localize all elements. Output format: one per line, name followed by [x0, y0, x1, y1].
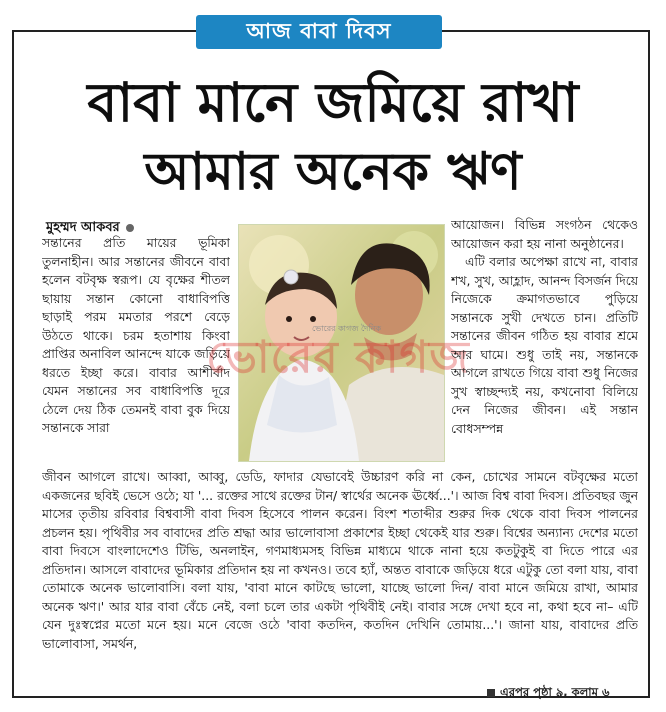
headline-line-2: আমার অনেক ঋণ — [144, 142, 522, 202]
author-name: মুহম্মদ আকবর — [46, 220, 120, 235]
photo-illustration — [239, 225, 444, 461]
paragraph: সন্তানের প্রতি মায়ের ভূমিকা তুলনাহীন। আর সন্তানের জীবনে বাবা হলেন বটবৃক্ষ স্বরূপ। যে বৃক্ষের শীতল ছায়ায় সন্তান কোনো বাধাবিপত্তি ছাড়াই পরম মমতার পরশে বেড়ে উঠতে থাকে। চরম হতাশায় কিংবা প্রাপ্তির অনাবিল আনন্দে যাকে জড়িয়ে ধরতে ইচ্ছা করে। বাবার আশীর্বাদ যেমন সন্তানের সব বাধাবিপত্তি দূরে ঠেলে দেয় ঠিক তেমনই বাবা বুক দিয়ে সন্তানকে সারা — [42, 235, 230, 435]
bullet-icon — [126, 224, 134, 232]
headline-line-1: বাবা মানে জমিয়ে রাখা — [87, 71, 579, 134]
paragraph: আয়োজন। বিভিন্ন সংগঠন থেকেও আয়োজন করা হয় নানা অনুষ্ঠানের। — [451, 217, 638, 251]
paragraph: জীবন আগলে রাখে। আব্বা, আব্বু, ডেডি, ফাদার যেভাবেই উচ্চারণ করি না কেন, চোখের সামনে বটবৃক্ষের মতো একজনের ছবিই ভেসে ওঠে; যা '... রক্তের সাথে রক্তের টান/ স্বার্থের অনেক ঊর্ধ্বে...'। আজ বিশ্ব বাবা দিবস। প্রতিবছর জুন মাসের তৃতীয় রবিবার বিশ্ববাসী বাবা দিবস হিসেবে পালন করেন। বিংশ শতাব্দীর শুরুর দিক থেকে বাবা দিবস পালনের প্রচলন হয়। পৃথিবীর সব বাবাদের প্রতি শ্রদ্ধা আর ভালোবাসা প্রকাশের ইচ্ছা থেকেই যার শুরু। বিশ্বের অন্যান্য দেশের মতো বাবা দিবসে বাংলাদেশেও টিভি, অনলাইন, গণমাধ্যমসহ বিভিন্ন মাধ্যমে থাকে নানা হয়ে কতটুকুই বা দিতে পারে এর প্রতিদান। আসলে বাবাদের ভূমিকার প্রতিদান হয় না কখনও। তবে হ্যাঁ, অন্তত বাবাকে জড়িয়ে ধরে এটুকু তো বলা যায়, বাবা তোমাকে অনেক ভালোবাসি। বলা যায়, 'বাবা মানে কাটছে ভালো, যাচ্ছে ভালো দিন/ বাবা মানে জমিয়ে রাখা, আমার অনেক ঋণ।' আর যার বাবা বেঁচে নেই, বলা চলে তার একটা পৃথিবীই নেই। বাবার সঙ্গে দেখা হবে না, কথা হবে না– এটি যেন দুঃস্বপ্নের মতো মনে হয়। মনে বেজে ওঠে 'বাবা কতদিন, কতদিন দেখিনি তোমায়...'। জানা যায়, বাবাদের প্রতি ভালোবাসা, সমর্থন, — [42, 469, 638, 651]
section-banner: আজ বাবা দিবস — [196, 15, 442, 49]
continued-text: এরপর পৃষ্ঠা ৯, কলাম ৬ — [500, 685, 610, 699]
square-bullet-icon — [487, 689, 495, 697]
continued-on-note — [487, 684, 610, 703]
watermark-small: ভোরের কাগজ দৈনিক — [312, 324, 382, 333]
article-column-3 — [451, 216, 638, 468]
article-column-1 — [42, 234, 230, 468]
paragraph: এটি বলার অপেক্ষা রাখে না, বাবার শখ, সুখ, আহ্লাদ, আনন্দ বিসর্জন দিয়ে নিজেকে ক্রমাগতভাবে পুড়িয়ে সন্তানকে সুখী দেখতে চান। প্রতিটি সন্তানের জীবন গঠিত হয় বাবার শ্রমে আর ঘামে। শুধু তাই নয়, সন্তানকে আগলে রাখতে গিয়ে বাবা শুধু নিজের সুখ স্বাচ্ছন্দ্যই নয়, কখনোবা বিলিয়ে দেন নিজের জীবন। এই সন্তান বোধসম্পন্ন — [451, 254, 638, 436]
article-wide-text — [42, 468, 638, 684]
father-and-daughter-photo — [238, 224, 445, 462]
watermark-logo: ভোরের কাগজ — [206, 331, 470, 383]
